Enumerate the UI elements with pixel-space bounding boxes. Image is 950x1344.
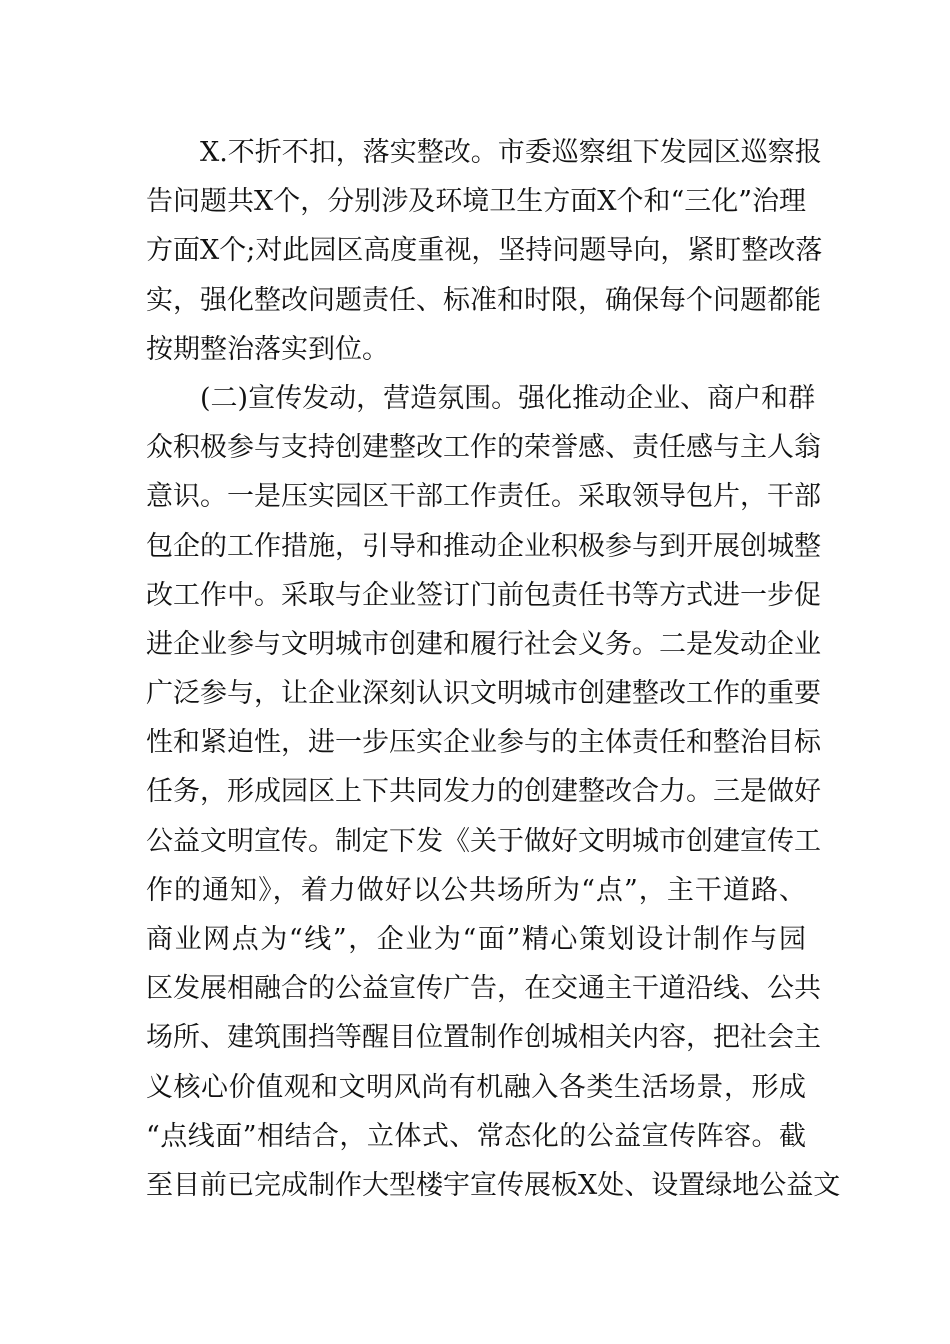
paragraph-line: 商业网点为“线”，企业为“面”精心策划设计制作与园 <box>146 924 806 955</box>
paragraph-line: 按期整治落实到位。 <box>146 333 389 365</box>
paragraph-line: 方面X个;对此园区高度重视，坚持问题导向，紧盯整改落 <box>146 235 823 267</box>
paragraph-line: 意识。一是压实园区干部工作责任。采取领导包片，干部 <box>146 481 821 513</box>
paragraph-line: 实，强化整改问题责任、标准和时限，确保每个问题都能 <box>146 284 821 316</box>
paragraph-line: 任务，形成园区上下共同发力的创建整改合力。三是做好 <box>146 776 821 808</box>
paragraph-line: 性和紧迫性，进一步压实企业参与的主体责任和整治目标 <box>146 727 821 759</box>
paragraph-line: 公益文明宣传。制定下发《关于做好文明城市创建宣传工 <box>146 825 821 857</box>
paragraph-line: 改工作中。采取与企业签订门前包责任书等方式进一步促 <box>146 579 821 611</box>
paragraph-line: 包企的工作措施，引导和推动企业积极参与到开展创城整 <box>146 530 821 562</box>
paragraph-line: 作的通知》，着力做好以公共场所为“点”，主干道路、 <box>146 874 806 906</box>
paragraph-line: “点线面”相结合，立体式、常态化的公益宣传阵容。截 <box>146 1120 806 1152</box>
paragraph-line: 至目前已完成制作大型楼宇宣传展板X处、设置绿地公益文 <box>146 1169 841 1201</box>
document-body <box>146 128 841 1210</box>
paragraph-line: 进企业参与文明城市创建和履行社会义务。二是发动企业 <box>146 628 821 660</box>
paragraph-line: 区发展相融合的公益宣传广告，在交通主干道沿线、公共 <box>146 973 821 1005</box>
paragraph-line: 场所、建筑围挡等醒目位置制作创城相关内容，把社会主 <box>146 1022 821 1054</box>
paragraph-line: 告问题共X个，分别涉及环境卫生方面X个和“三化”治理 <box>146 186 807 218</box>
paragraph-line: (二)宣传发动，营造氛围。强化推动企业、商户和群 <box>200 382 816 414</box>
paragraph-line: 广泛参与，让企业深刻认识文明城市创建整改工作的重要 <box>146 678 821 710</box>
paragraph-line: 义核心价值观和文明风尚有机融入各类生活场景，形成 <box>146 1071 806 1103</box>
paragraph-line: 众积极参与支持创建整改工作的荣誉感、责任感与主人翁 <box>146 432 821 464</box>
paragraph-line: X.不折不扣，落实整改。市委巡察组下发园区巡察报 <box>200 137 822 168</box>
